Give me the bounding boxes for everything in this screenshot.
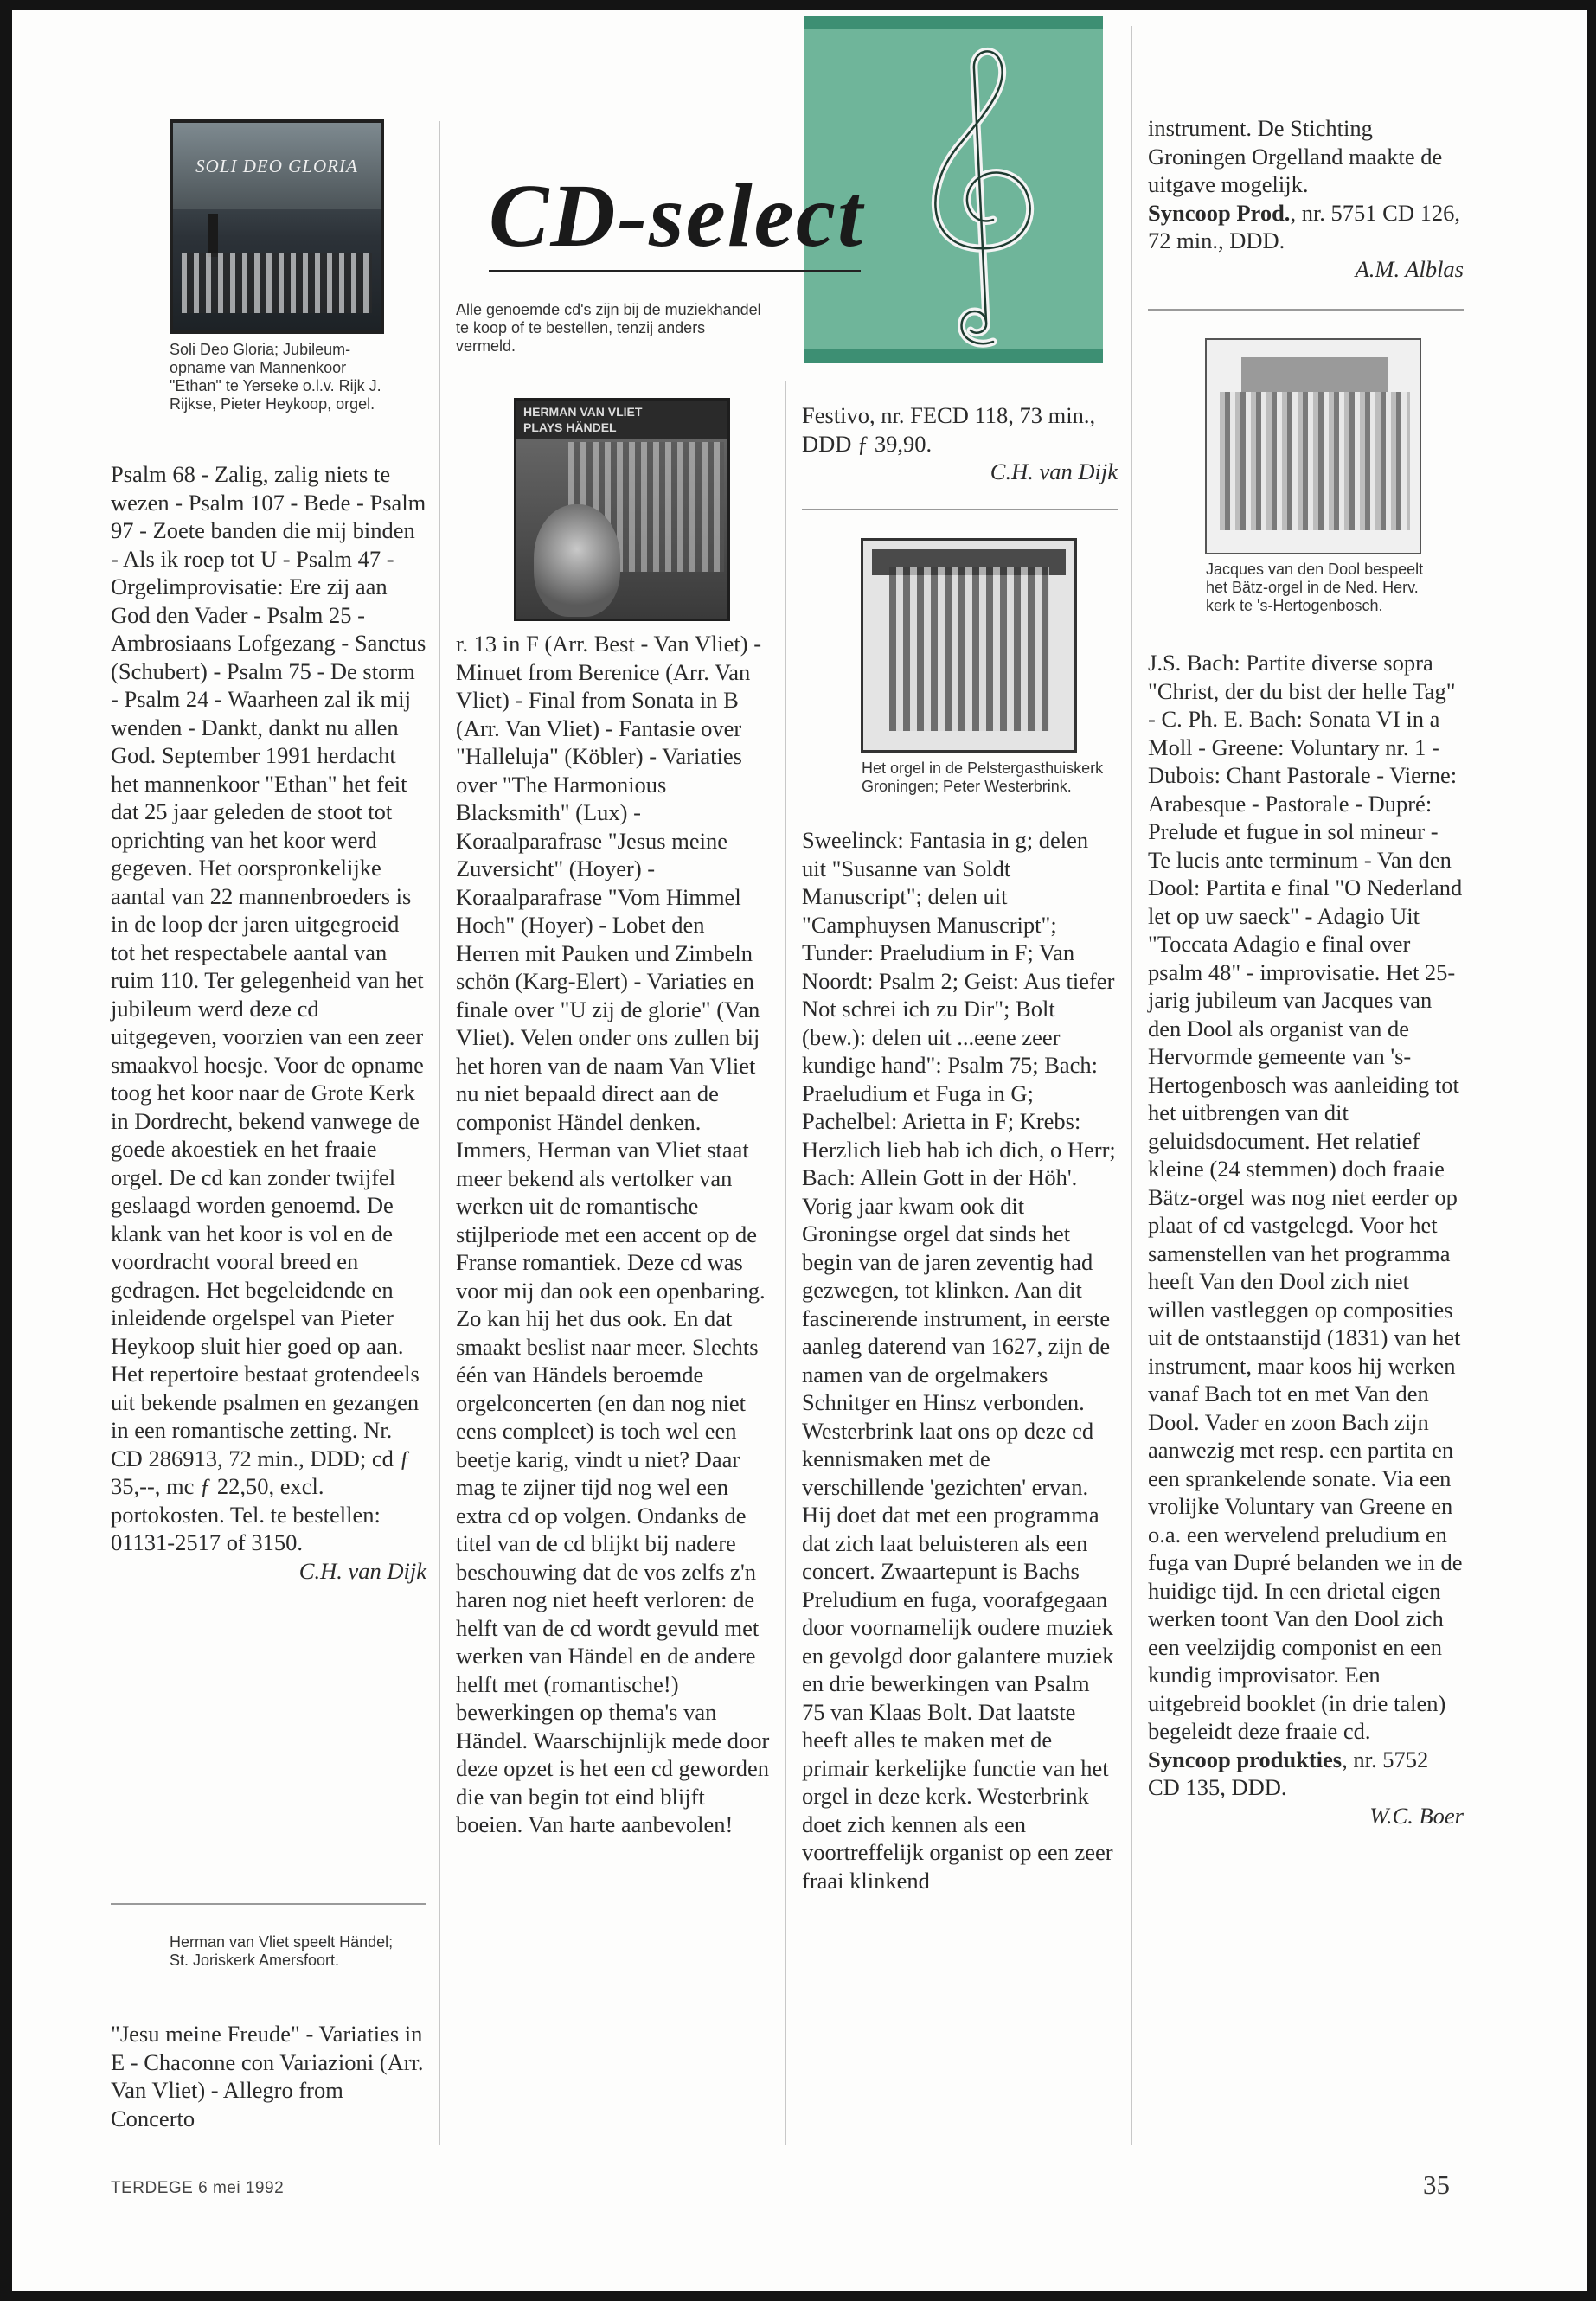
review-text-pelster-end: instrument. De Stichting Groningen Orgelland maakte de uitgave mogelijk. bbox=[1148, 115, 1443, 197]
record-details: , nr. 5751 CD 126, 72 min., DDD. bbox=[1148, 199, 1460, 253]
review-text-herman-start: "Jesu meine Freude" - Variaties in E - Chaconne con Variazioni (Arr. Van Vliet) - Allegro from Concerto bbox=[111, 2021, 424, 2131]
album-cover-subtitle: PLAYS HÄNDEL bbox=[523, 420, 617, 434]
article-column-3 bbox=[802, 401, 1118, 486]
photo-caption-soli: Soli Deo Gloria; Jubileum-opname van Mannenkoor "Ethan" te Yerseke o.l.v. Rijk J. Rijkse, Pieter Heykoop, orgel. bbox=[170, 341, 381, 413]
issue-footer: TERDEGE 6 mei 1992 bbox=[111, 2179, 285, 2197]
album-cover-soli-deo-gloria bbox=[170, 119, 384, 334]
album-cover-herman-van-vliet bbox=[514, 398, 730, 621]
article-column-2 bbox=[456, 630, 772, 1839]
review-text-dool: J.S. Bach: Partite diverse sopra "Christ, der du bist der helle Tag" - C. Ph. E. Bach: Sonata VI in a Moll - Greene: Voluntary nr. 1 - Dubois: Chant Pastorale - Vierne: Arabesque - Pastorale - Dupré: Prelude et fugue in sol mineur - Te lucis ante terminum - Van den Dool: Partita e final "O Nederland let op uw saeck" - Adagio Uit "Toccata Adagio e final over psalm 48" - improvisatie. Het 25-jarig jubileum van Jacques van den Dool als organist van de Hervormde gemeente van 's-Hertogenbosch was aanleiding tot het uitbrengen van dit geluidsdocument. Het relatief kleine (24 stemmen) doch fraaie Bätz-orgel was nog niet eerder op plaat of cd vastgelegd. Voor het samenstellen van het programma heeft Van den Dool zich niet willen vastleggen op composities uit de ontstaanstijd (1831) van het instrument, maar koos hij werken vanaf Bach tot en met Van den Dool. Vader en zoon Bach zijn aanwezig met resp. een partita en een sprankelende sonate. Via een vrolijke Voluntary van Greene en o.a. een wervelend preludium en fuga van Dupré belanden we in de huidige tijd. In een drietal eigen werken toont Van den Dool zich een veelzijdig componist en een kundig improvisator. Een uitgebreid booklet (in drie talen) begeleidt deze fraaie cd. bbox=[1148, 650, 1463, 1744]
page-number: 35 bbox=[1423, 2170, 1450, 2200]
photo-caption-herman: Herman van Vliet speelt Händel; St. Joriskerk Amersfoort. bbox=[170, 1933, 394, 1969]
review-text-soli: Psalm 68 - Zalig, zalig niets te wezen - Psalm 107 - Bede - Psalm 97 - Zoete banden die mij binden - Als ik roep tot U - Psalm 47 - Orgelimprovisatie: Ere zij aan God den Vader - Psalm 25 - Ambrosiaans Lofgezang - Sanctus (Schubert) - Psalm 75 - De storm - Psalm 24 - Waarheen zal ik mij wenden - Dankt, dankt nu allen God. September 1991 herdacht het mannenkoor "Ethan" het feit dat 25 jaar geleden de stoot tot oprichting van het koor werd gegeven. Het oorspronkelijke aantal van 22 mannenbroeders is in de loop der jaren uitgegroeid tot het respectabele aantal van ruim 110. Ter gelegenheid van het jubileum werd deze cd uitgegeven, voorzien van een zeer smaakvol hoesje. Voor de opname toog het koor naar de Grote Kerk in Dordrecht, bekend vanwege de goede akoestiek en het fraaie orgel. De cd kan zonder twijfel geslaagd worden genoemd. De klank van het koor is vol en de voordracht vooral breed en gedragen. Het begeleidende en inleidende orgelspel van Pieter Heykoop sluit hier goed op aan. Het repertoire bestaat grotendeels uit bekende psalmen en gezangen in een romantische zetting. Nr. CD 286913, 72 min., DDD; cd ƒ 35,--, mc ƒ 22,50, excl. portokosten. Tel. te bestellen: 01131-2517 of 3150. bbox=[111, 461, 426, 1555]
section-rule bbox=[111, 1903, 426, 1905]
album-photo-batz-organ bbox=[1205, 338, 1421, 554]
photo-caption-dool: Jacques van den Dool bespeelt het Bätz-orgel in de Ned. Herv. kerk te 's-Hertogenbosch. bbox=[1206, 561, 1424, 614]
scan-border-left bbox=[0, 0, 12, 2301]
scan-border-top bbox=[0, 0, 1596, 10]
article-column-3-body bbox=[802, 826, 1118, 1894]
album-cover-title: SOLI DEO GLORIA bbox=[195, 156, 358, 176]
scan-border-right bbox=[1587, 0, 1596, 2301]
review-label-festivo: Festivo, nr. FECD 118, 73 min., DDD ƒ 39,90. bbox=[802, 402, 1096, 457]
album-photo-pelstergasthuiskerk-organ bbox=[861, 538, 1077, 753]
review-signature: C.H. van Dijk bbox=[990, 458, 1118, 484]
title-underline bbox=[489, 270, 861, 272]
column-divider bbox=[439, 121, 440, 2145]
album-cover-title: HERMAN VAN VLIET bbox=[523, 405, 643, 419]
section-rule bbox=[802, 509, 1118, 510]
record-details: , nr. 5752 CD 135, DDD. bbox=[1148, 1746, 1429, 1800]
column-divider bbox=[1131, 26, 1132, 2145]
photo-caption-pelster: Het orgel in de Pelstergasthuiskerk Groningen; Peter Westerbrink. bbox=[862, 760, 1104, 795]
record-label: Syncoop produkties bbox=[1148, 1746, 1343, 1772]
column-divider bbox=[785, 381, 786, 2145]
treble-clef-icon bbox=[891, 35, 1064, 355]
review-text-pelster: Sweelinck: Fantasia in g; delen uit "Susanne van Soldt Manuscript"; delen uit "Camphuysen Manuscript"; Tunder: Praeludium in F; Van Noordt: Psalm 2; Geist: Aus tiefer Not schrei ich zu Dir"; Bolt (bew.): delen uit ...eene zeer kundige hand": Psalm 75; Bach: Praeludium et Fuga in G; Pachelbel: Arietta in F; Krebs: Herzlich lieb hab ich dich, o Herr; Bach: Allein Gott in der Höh'. Vorig jaar kwam ook dit Groningse orgel dat sinds het begin van de jaren zeventig had gezwegen, tot klinken. Aan dit fascinerende instrument, in eerste aanleg daterend van 1627, zijn de namen van de orgelmakers Schnitger en Hinsz verbonden. Westerbrink laat ons op deze cd kennismaken met de verschillende 'gezichten' ervan. Hij doet dat met een programma dat zich laat beluisteren als een concert. Zwaartepunt is Bachs Preludium en fuga, voorafgegaan door voornamelijk oudere muziek en gevolgd door galantere muziek en drie bewerkingen van Psalm 75 van Klaas Bolt. Dat laatste heeft alles te maken met de primair kerkelijke functie van het orgel in deze kerk. Westerbrink doet zich kennen als een voortreffelijk organist op een zeer fraai klinkend bbox=[802, 827, 1116, 1894]
article-column-1-continued bbox=[111, 2020, 426, 2132]
article-column-4 bbox=[1148, 114, 1464, 283]
article-column-1 bbox=[111, 460, 426, 1585]
review-signature: C.H. van Dijk bbox=[298, 1557, 426, 1584]
record-label: Syncoop Prod. bbox=[1148, 199, 1291, 226]
header-subtitle: Alle genoemde cd's zijn bij de muziekhandel te koop of te bestellen, tenzij anders vermeld. bbox=[456, 301, 761, 355]
article-column-4-body bbox=[1148, 649, 1464, 1830]
scan-border-bottom bbox=[0, 2291, 1596, 2301]
review-signature: A.M. Alblas bbox=[1355, 255, 1464, 282]
section-rule bbox=[1148, 309, 1464, 311]
review-text-herman: r. 13 in F (Arr. Best - Van Vliet) - Minuet from Berenice (Arr. Van Vliet) - Final from Sonata in B (Arr. Van Vliet) - Fantasie over "Halleluja" (Köbler) - Variaties over "The Harmonious Blacksmith" (Lux) - Koraalparafrase "Jesus meine Zuversicht" (Hoyer) - Koraalparafrase "Vom Himmel Hoch" (Hoyer) - Lobet den Herren mit Pauken und Zimbeln schön (Karg-Elert) - Variaties en finale over "U zij de glorie" (Van Vliet). Velen onder ons zullen bij het horen van de naam Van Vliet nu niet bepaald direct aan de componist Händel denken. Immers, Herman van Vliet staat meer bekend als vertolker van werken uit de romantische stijlperiode met een accent op de Franse romantiek. Deze cd was voor mij dan ook een openbaring. Zo kan hij het dus ook. En dat smaakt beslist naar meer. Slechts één van Händels beroemde orgelconcerten (en dan nog niet eens compleet) is toch wel een beetje karig, vindt u niet? Daar mag te zijner tijd nog wel een extra cd op volgen. Ondanks de titel van de cd blijkt bij nadere beschouwing dat de vos zelfs z'n haren nog niet heeft verloren: de helft van de cd wordt gevuld met werken van Händel en de andere helft met (romantische!) bewerkingen op thema's van Händel. Waarschijnlijk mede door deze opzet is het een cd geworden die van begin tot eind blijft boeien. Van harte aanbevolen! bbox=[456, 631, 770, 1837]
review-signature: W.C. Boer bbox=[1369, 1802, 1464, 1829]
page-title: CD-select bbox=[489, 166, 864, 266]
